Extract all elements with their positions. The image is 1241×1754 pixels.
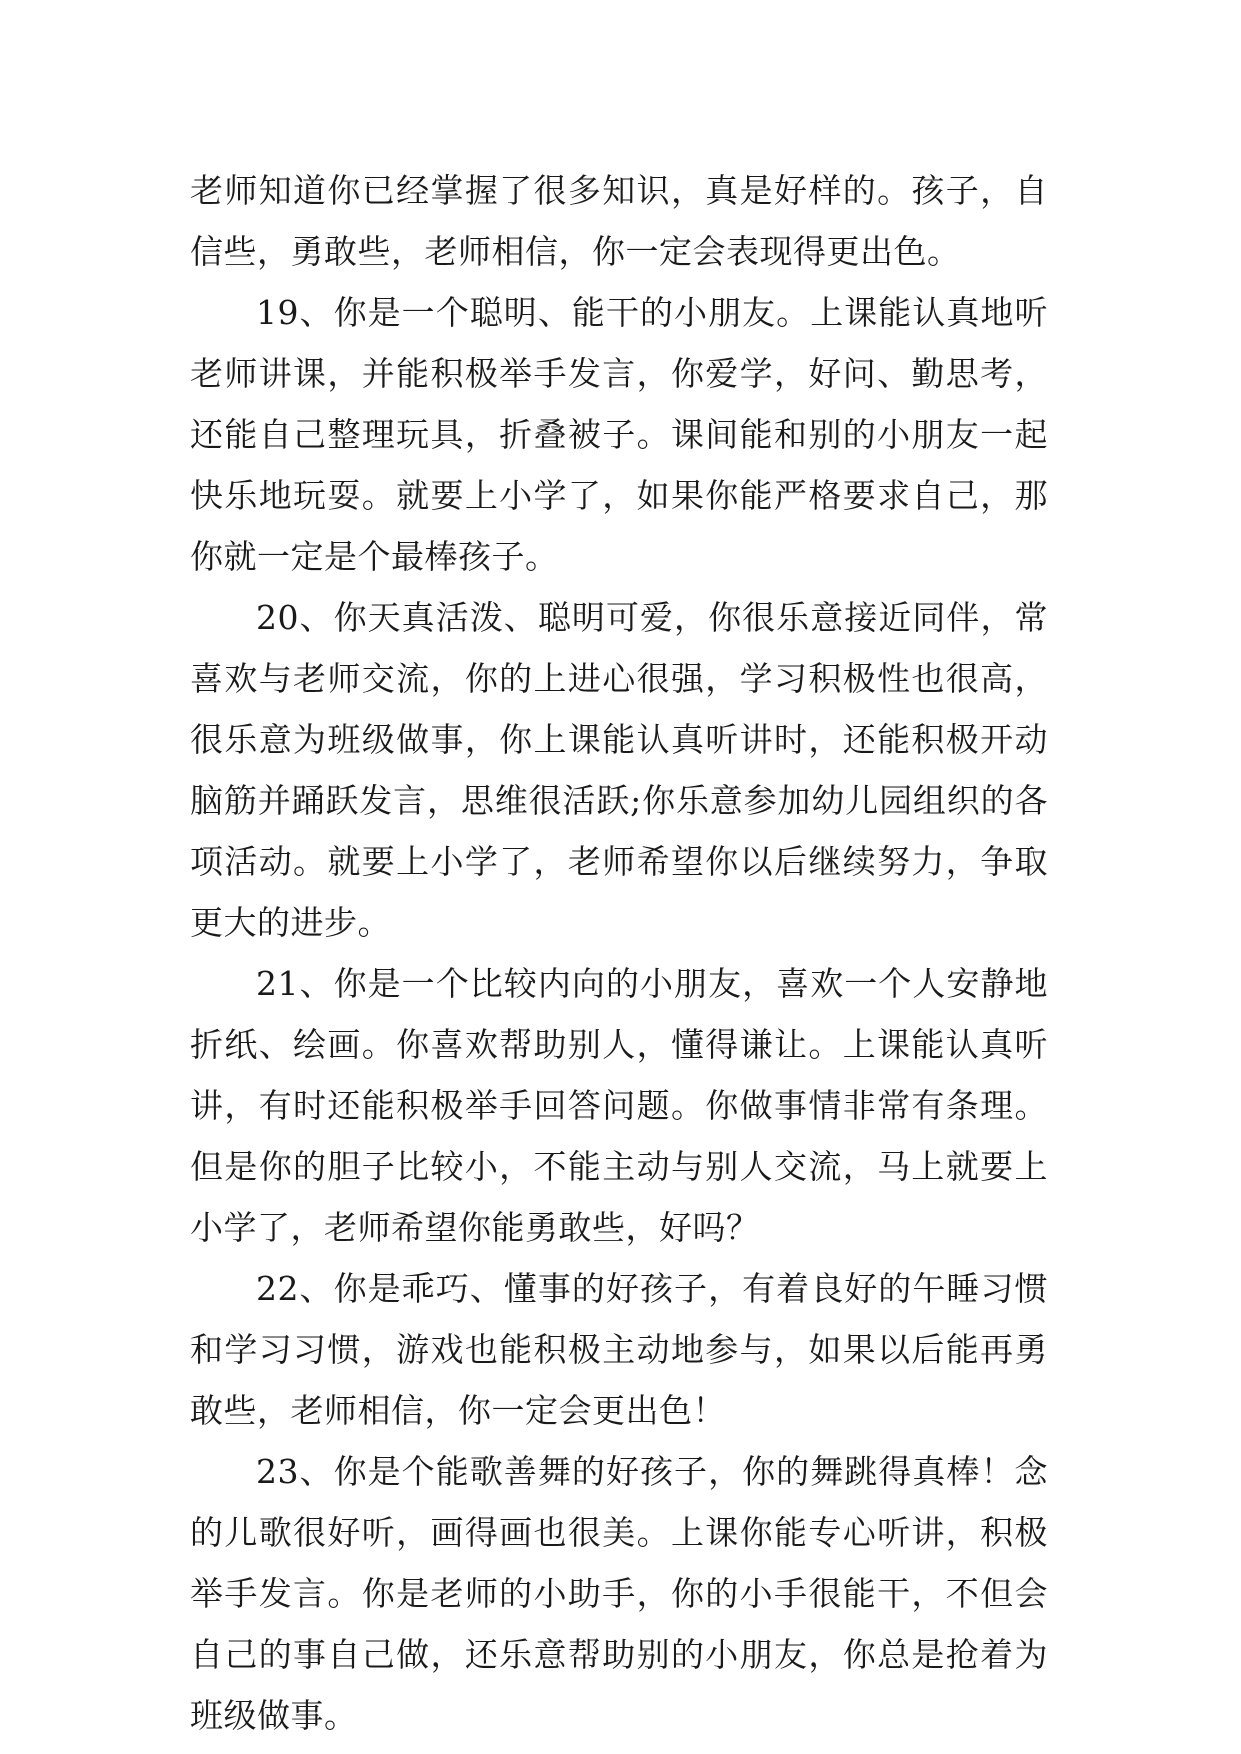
paragraph-comment-20: 20、你天真活泼、聪明可爱，你很乐意接近同伴，常喜欢与老师交流，你的上进心很强，学习积极性也很高，很乐意为班级做事，你上课能认真听讲时，还能积极开动脑筋并踊跃发言，思维很活跃;你乐意参加幼儿园组织的各项活动。就要上小学了，老师希望你以后继续努力，争取更大的进步。 <box>190 598 1048 942</box>
paragraph-comment-19: 19、你是一个聪明、能干的小朋友。上课能认真地听老师讲课，并能积极举手发言，你爱学，好问、勤思考，还能自己整理玩具，折叠被子。课间能和别的小朋友一起快乐地玩耍。就要上小学了，如果你能严格要求自己，那你就一定是个最棒孩子。 <box>190 293 1048 576</box>
paragraph-comment-22: 22、你是乖巧、懂事的好孩子，有着良好的午睡习惯和学习习惯，游戏也能积极主动地参与，如果以后能再勇敢些，老师相信，你一定会更出色！ <box>190 1269 1048 1430</box>
document-body <box>190 160 1048 1746</box>
paragraph-comment-23: 23、你是个能歌善舞的好孩子，你的舞跳得真棒！念的儿歌很好听，画得画也很美。上课你能专心听讲，积极举手发言。你是老师的小助手，你的小手很能干，不但会自己的事自己做，还乐意帮助别的小朋友，你总是抢着为班级做事。 <box>190 1452 1048 1735</box>
paragraph-comment-21: 21、你是一个比较内向的小朋友，喜欢一个人安静地折纸、绘画。你喜欢帮助别人，懂得谦让。上课能认真听讲，有时还能积极举手回答问题。你做事情非常有条理。但是你的胆子比较小，不能主动与别人交流，马上就要上小学了，老师希望你能勇敢些，好吗？ <box>190 964 1048 1247</box>
paragraph-continuation: 老师知道你已经掌握了很多知识，真是好样的。孩子，自信些，勇敢些，老师相信，你一定会表现得更出色。 <box>190 171 1048 271</box>
